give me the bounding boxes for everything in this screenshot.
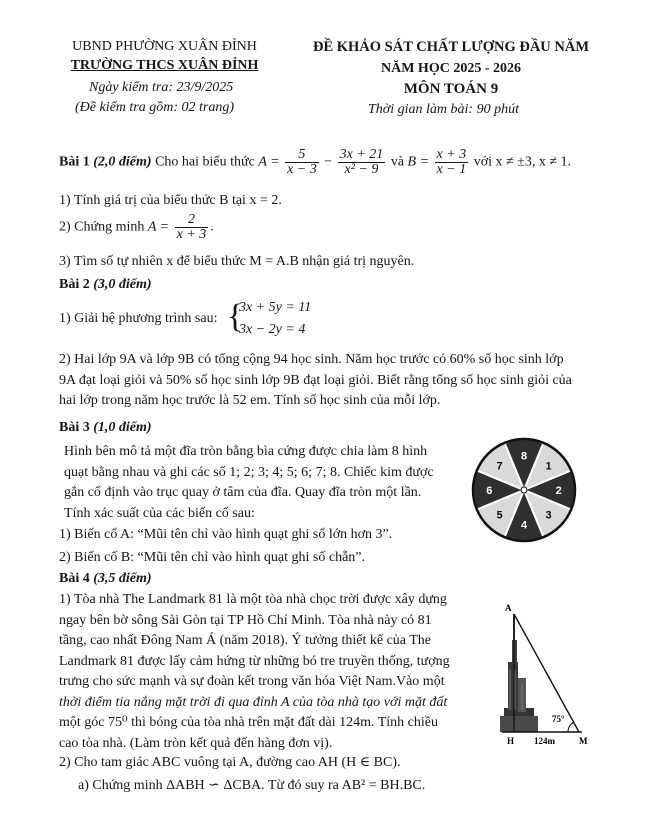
subject: MÔN TOÁN 9 <box>403 81 499 97</box>
bai3-description: Hình bên mô tả một đĩa tròn bằng bìa cứng được chia làm 8 hình quạt bằng nhau và ghi các số 1; 2; 3; 4; 5; 6; 7; 8. Chiếc kim được gắn cố định vào trục quay ở tâm của đĩa. Quay đĩa tròn một lần. Tính xác suất của các biến cố sau: <box>64 444 434 521</box>
bai4-q1: 1) Tòa nhà The Landmark 81 là một tòa nhà chọc trời được xây dựng ngay bên bờ sông Sài Gòn tại TP Hồ Chí Minh. Tòa nhà này có 81 tầng, cao nhất Đông Nam Á (năm 2018). Ý tưởng thiết kế của The Landmark 81 được lấy cảm hứng từ những bó tre truyền thống, tượng trưng cho sức mạnh và sự đoàn kết trong văn hóa Việt Nam.Vào một thời điểm tia nắng mặt trời đi qua đỉnh A của tòa nhà tạo với mặt đất một góc 75⁰ thì bóng của tòa nhà trên mặt đất dài 124m. Tính chiều cao tòa nhà. (Làm tròn kết quả đến hàng đơn vị). <box>59 592 450 751</box>
bai1-q3: 3) Tìm số tự nhiên x để biểu thức M = A.B nhận giá trị nguyên. <box>59 254 415 269</box>
label-length: 124m <box>534 736 555 746</box>
exam-date: Ngày kiểm tra: 23/9/2025 <box>89 80 234 95</box>
bai3-q2: 2) Biến cố B: “Mũi tên chỉ vào hình quạt ghi số chẵn”. <box>59 550 365 565</box>
bai4-q2: 2) Cho tam giác ABC vuông tại A, đường cao AH (H ∈ BC). <box>59 755 401 770</box>
bai3-q1: 1) Biến cố A: “Mũi tên chỉ vào hình quạt ghi số lớn hơn 3”. <box>59 527 393 542</box>
equation-2: 3x − 2y = 4 <box>239 322 306 337</box>
wheel-number-label: 8 <box>520 450 528 463</box>
bai1-title: Bài 1 <box>59 154 90 170</box>
and-word: và <box>390 154 405 170</box>
wheel-number-label: 1 <box>545 460 552 473</box>
duration: Thời gian làm bài: 90 phút <box>368 102 519 117</box>
bai4-heading: Bài 4 (3,5 điểm) <box>59 571 152 586</box>
bai4-q2a: a) Chứng minh ΔABH ∽ ΔCBA. Từ đó suy ra AB² = BH.BC. <box>78 778 426 793</box>
label-H: H <box>507 736 515 746</box>
bai2-heading: Bài 2 (3,0 điểm) <box>59 277 152 292</box>
fraction-1: $\frac{5}{x - 3}$ <box>287 147 317 177</box>
condition: với x ≠ ±3, x ≠ 1. <box>473 154 572 170</box>
system-brace: { <box>227 298 244 335</box>
label-angle: 75° <box>552 714 565 724</box>
expr-A-label: A = <box>258 154 280 170</box>
wheel-axis <box>521 487 527 493</box>
ward-name: UBND PHƯỜNG XUÂN ĐỈNH <box>72 39 257 54</box>
wheel-number-label: 2 <box>555 485 562 497</box>
bai1-statement <box>59 148 571 177</box>
landmark-tower <box>500 614 538 732</box>
label-M: M <box>579 736 588 746</box>
wheel-number-label: 5 <box>496 509 503 522</box>
fraction-2: $\frac{3x + 21}{\text{x² − 9}}$ <box>339 147 384 177</box>
bai1-intro: Cho hai biểu thức <box>155 154 255 170</box>
bai1-q1: 1) Tính giá trị của biểu thức B tại x = 2. <box>59 193 282 208</box>
equation-1: 3x + 5y = 11 <box>239 300 312 315</box>
wheel-number-label: 3 <box>545 509 552 522</box>
wheel-number-label: 7 <box>496 460 503 473</box>
bai2-q2: 2) Hai lớp 9A và lớp 9B có tổng cộng 94 học sinh. Năm học trước có 60% số học sinh lớp 9A đạt loại giỏi và 50% số học sinh lớp 9B đạt loại giỏi. Biết rằng tổng số học sinh giỏi của hai lớp trong năm học trước là 52 em. Tính số học sinh của mỗi lớp. <box>59 352 572 408</box>
school-name: TRƯỜNG THCS XUÂN ĐỈNH <box>70 58 259 73</box>
bai3-heading: Bài 3 (1,0 điểm) <box>59 420 152 435</box>
exam-title: ĐỀ KHẢO SÁT CHẤT LƯỢNG ĐẦU NĂM <box>312 39 590 55</box>
bai1-points: (2,0 điểm) <box>93 154 152 170</box>
fraction-3: $\frac{x + 3}{x - 1}$ <box>436 147 467 177</box>
minus-sign: − <box>324 154 333 170</box>
landmark-figure <box>482 600 602 750</box>
wheel-number-label: 6 <box>486 485 493 497</box>
expr-B-label: B = <box>407 154 430 170</box>
label-A: A <box>505 603 512 613</box>
fraction-4: $\frac{2}{x + 3}$ <box>176 212 207 242</box>
angle-arc <box>568 722 574 732</box>
wheel-number-label: 4 <box>520 519 528 532</box>
school-year: NĂM HỌC 2025 - 2026 <box>381 61 521 76</box>
bai1-q2: 2) Chứng minh A = $\frac{2}{x + 3}$ . <box>59 212 214 242</box>
page-count: (Đề kiểm tra gồm: 02 trang) <box>75 100 235 115</box>
spinner-wheel-figure <box>462 435 586 545</box>
